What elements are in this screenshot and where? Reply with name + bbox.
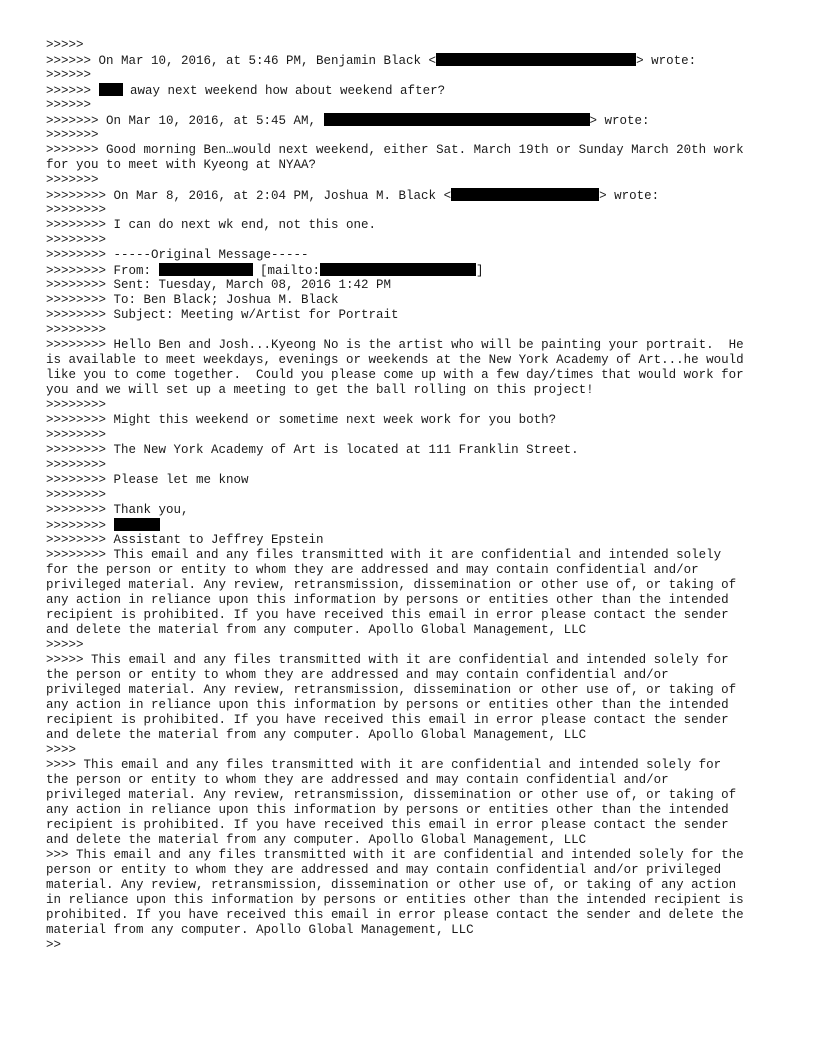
body-line: you and we will set up a meeting to get the ball rolling on this project! <box>46 383 594 397</box>
disclaimer-line: person or entity to whom they are addressed and may contain confidential and/or privileged <box>46 863 722 877</box>
redaction-block <box>159 263 253 276</box>
body-line <box>46 83 776 98</box>
header-text: > wrote: <box>599 189 660 203</box>
header-text: >>>>>>>> On Mar 8, 2016, at 2:04 PM, Joshua M. Black < <box>46 189 452 203</box>
header-line <box>46 188 776 203</box>
redaction-block <box>320 263 476 276</box>
body-line: >>>>>>>> -----Original Message----- <box>46 248 309 262</box>
signature-title: >>>>>>>> Assistant to Jeffrey Epstein <box>46 533 324 547</box>
disclaimer-line: any action in reliance upon this information by persons or entities other than the intended <box>46 803 729 817</box>
disclaimer-line: and delete the material from any computer. Apollo Global Management, LLC <box>46 623 587 637</box>
disclaimer-line: the person or entity to whom they are addressed and may contain confidential and/or <box>46 668 669 682</box>
quote-line: >>>>>>> <box>46 173 99 187</box>
redaction-block <box>114 518 160 531</box>
disclaimer-line: privileged material. Any review, retransmission, dissemination or other use of, or taking of <box>46 788 737 802</box>
disclaimer-line: privileged material. Any review, retransmission, dissemination or other use of, or taking of <box>46 578 737 592</box>
body-line: >>>>>>> Good morning Ben…would next weekend, either Sat. March 19th or Sunday March 20th work <box>46 143 744 157</box>
quote-line: >>>>> <box>46 38 84 52</box>
quote-line: >>>>>>>> <box>46 458 107 472</box>
body-line: >>>>>>>> The New York Academy of Art is located at 111 Franklin Street. <box>46 443 579 457</box>
quote-line: >> <box>46 938 62 952</box>
signature-line <box>46 518 776 533</box>
sent-line: >>>>>>>> Sent: Tuesday, March 08, 2016 1:42 PM <box>46 278 392 292</box>
quote-line: >>>>>>>> <box>46 203 107 217</box>
email-document <box>46 38 776 953</box>
mailto-label: [mailto: <box>252 264 321 278</box>
redaction-block <box>451 188 599 201</box>
body-line: >>>>>>>> Might this weekend or sometime next week work for you both? <box>46 413 557 427</box>
disclaimer-line: the person or entity to whom they are addressed and may contain confidential and/or <box>46 773 669 787</box>
disclaimer-line: any action in reliance upon this information by persons or entities other than the intended <box>46 698 729 712</box>
quote-line: >>>>>>>> <box>46 488 107 502</box>
subject-line: >>>>>>>> Subject: Meeting w/Artist for Portrait <box>46 308 399 322</box>
header-line <box>46 113 776 128</box>
quote-line: >>>>>>>> <box>46 323 107 337</box>
header-text: > wrote: <box>589 114 650 128</box>
disclaimer-line: recipient is prohibited. If you have received this email in error please contact the sender <box>46 818 729 832</box>
header-text: >>>>>> On Mar 10, 2016, at 5:46 PM, Benjamin Black < <box>46 54 437 68</box>
quote-line: >>>>>>> <box>46 128 99 142</box>
to-line: >>>>>>>> To: Ben Black; Joshua M. Black <box>46 293 339 307</box>
body-line: >>>>>>>> Please let me know <box>46 473 249 487</box>
body-line: is available to meet weekdays, evenings or weekends at the New York Academy of Art...he would <box>46 353 744 367</box>
quote-line: >>>>>>>> <box>46 428 107 442</box>
from-line <box>46 263 776 278</box>
disclaimer-line: for the person or entity to whom they are addressed and may contain confidential and/or <box>46 563 699 577</box>
disclaimer-line: in reliance upon this information by persons or entities other than the intended recipient is <box>46 893 744 907</box>
header-line <box>46 53 776 68</box>
disclaimer-line: material from any computer. Apollo Global Management, LLC <box>46 923 474 937</box>
redaction-block <box>324 113 590 126</box>
body-text: >>>>>> <box>46 84 99 98</box>
disclaimer-line: >>> This email and any files transmitted with it are confidential and intended solely for the <box>46 848 744 862</box>
mailto-close: ] <box>476 264 484 278</box>
quote-prefix: >>>>>>>> <box>46 519 114 533</box>
disclaimer-line: recipient is prohibited. If you have received this email in error please contact the sender <box>46 713 729 727</box>
quote-line: >>>>>> <box>46 98 92 112</box>
disclaimer-line: material. Any review, retransmission, dissemination or other use of, or taking of any action <box>46 878 737 892</box>
body-line: >>>>>>>> Hello Ben and Josh...Kyeong No is the artist who will be painting your portrait. He <box>46 338 744 352</box>
disclaimer-line: >>>>>>>> This email and any files transmitted with it are confidential and intended solely <box>46 548 722 562</box>
header-text: > wrote: <box>636 54 697 68</box>
body-line: for you to meet with Kyeong at NYAA? <box>46 158 317 172</box>
redaction-block <box>99 83 123 96</box>
header-text: >>>>>>> On Mar 10, 2016, at 5:45 AM, <box>46 114 324 128</box>
quote-line: >>>>>>>> <box>46 233 107 247</box>
redaction-block <box>436 53 636 66</box>
body-text: away next weekend how about weekend after? <box>122 84 446 98</box>
disclaimer-line: >>>>> This email and any files transmitted with it are confidential and intended solely for <box>46 653 729 667</box>
disclaimer-line: and delete the material from any computer. Apollo Global Management, LLC <box>46 728 587 742</box>
body-line: >>>>>>>> I can do next wk end, not this one. <box>46 218 377 232</box>
disclaimer-line: privileged material. Any review, retransmission, dissemination or other use of, or taking of <box>46 683 737 697</box>
quote-line: >>>> <box>46 743 77 757</box>
disclaimer-line: and delete the material from any computer. Apollo Global Management, LLC <box>46 833 587 847</box>
quote-line: >>>>>> <box>46 68 92 82</box>
disclaimer-line: any action in reliance upon this information by persons or entities other than the intended <box>46 593 729 607</box>
disclaimer-line: recipient is prohibited. If you have received this email in error please contact the sender <box>46 608 729 622</box>
quote-line: >>>>>>>> <box>46 398 107 412</box>
disclaimer-line: >>>> This email and any files transmitted with it are confidential and intended solely for <box>46 758 722 772</box>
quote-line: >>>>> <box>46 638 84 652</box>
from-label: >>>>>>>> From: <box>46 264 159 278</box>
body-line: like you to come together. Could you please come up with a few day/times that would work for <box>46 368 744 382</box>
disclaimer-line: prohibited. If you have received this email in error please contact the sender and delete the <box>46 908 744 922</box>
body-line: >>>>>>>> Thank you, <box>46 503 189 517</box>
